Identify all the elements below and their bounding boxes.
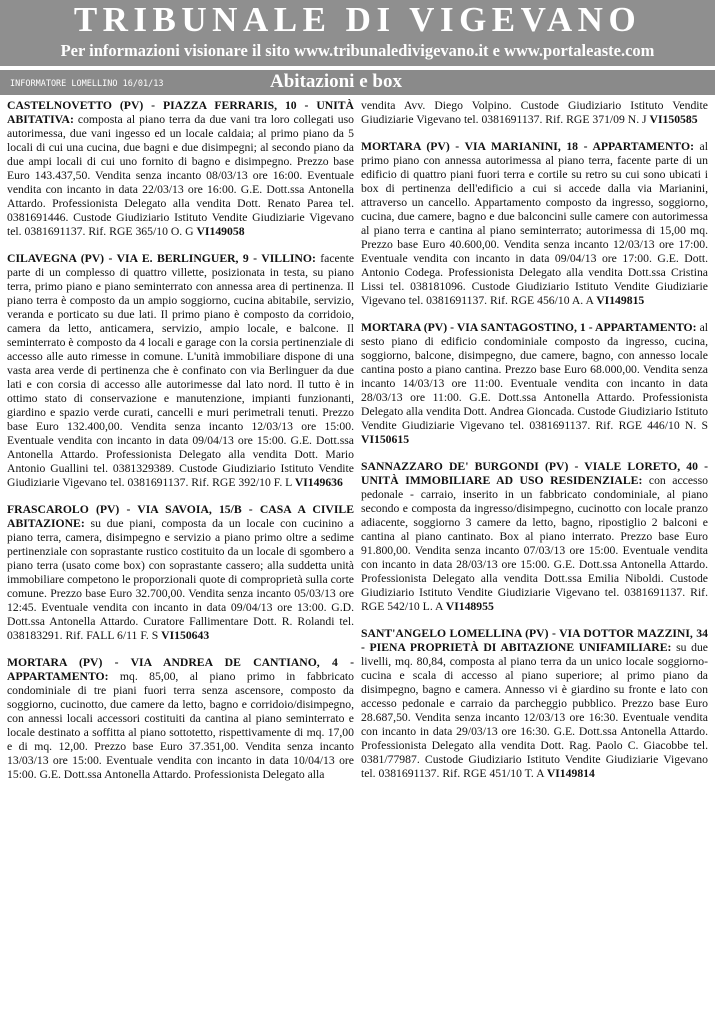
masthead	[0, 0, 715, 66]
listing-heading: SANT'ANGELO LOMELLINA (PV) - VIA DOTTOR MAZZINI, 34 - PIENA PROPRIETÀ DI ABITAZIONE UNIFAMILIARE:	[361, 627, 708, 654]
listing-heading: SANNAZZARO DE' BURGONDI (PV) - VIALE LORETO, 40 - UNITÀ IMMOBILIARE AD USO RESIDENZIALE:	[361, 460, 708, 487]
listing-body: vendita Avv. Diego Volpino. Custode Giudiziario Istituto Vendite Giudiziarie Vigevano tel. 0381691137. Rif. RGE 371/09 N. J	[361, 99, 708, 126]
page-title: TRIBUNALE DI VIGEVANO	[73, 0, 642, 39]
listing-mortara-de-cantiano	[7, 656, 354, 782]
listing-body: con accesso pedonale - carraio, inserito in un fabbricato condominiale, al piano secondo e composta da ingresso/disimpegno, cucinotto con locale pranzo adiacente, soggiorno 3 camere da letto, bagno, ripostiglio 2 balconi e cantina al piano cantinato. Box al piano interrato. Prezzo base Euro 91.800,00. Vendita senza incanto 07/03/13 ore 15:00. Eventuale vendita con incanto in data 28/03/13 ore 15:00. G.E. Dott.ssa Antonella Attardo. Professionista Delegato alla vendita Dott.ssa Emilia Niboldi. Custode Giudiziario Istituto Vendite Giudiziarie Vigevano tel. 0381691137. Rif. RGE 542/10 L. A	[361, 474, 708, 613]
listing-heading: MORTARA (PV) - VIA MARIANINI, 18 - APPARTAMENTO:	[361, 140, 694, 153]
right-column	[361, 99, 708, 1021]
listing-ref: VI150643	[161, 629, 210, 642]
listing-ref: VI149636	[294, 476, 343, 489]
listing-ref: VI149815	[596, 294, 645, 307]
listing-heading: MORTARA (PV) - VIA SANTAGOSTINO, 1 - APPARTAMENTO:	[361, 321, 697, 334]
left-column	[7, 99, 354, 1021]
listing-cilavegna	[7, 252, 354, 490]
listing-body: al sesto piano di edificio condominiale composto da ingresso, cucina, soggiorno, balcone, disimpegno, due camere, bagno, con annesso locale cantina posto a piano cantina. Prezzo base Euro 68.000,00. Vendita senza incanto 14/03/13 ore 11:00. Eventuale vendita con incanto in data 28/03/13 ore 11:00. G.E. Dott.ssa Antonella Attardo. Professionista Delegato alla vendita Dott. Andrea Gioncada. Custode Giudiziario Istituto Vendite Giudiziarie Vigevano tel. 0381691137. Rif. RGE 446/10 N. S	[361, 321, 708, 432]
listing-ref: VI150615	[361, 433, 410, 446]
listing-heading: CILAVEGNA (PV) - VIA E. BERLINGUER, 9 - VILLINO:	[7, 252, 316, 265]
listing-sannazzaro	[361, 460, 708, 614]
listing-heading: CASTELNOVETTO (PV) - PIAZZA FERRARIS, 10 - UNITÀ ABITATIVA:	[7, 99, 354, 126]
listing-santangelo	[361, 627, 708, 781]
listing-frascarolo	[7, 503, 354, 643]
listing-ref: VI150585	[649, 113, 698, 126]
listing-castelnovetto	[7, 99, 354, 239]
listing-heading: FRASCAROLO (PV) - VIA SAVOIA, 15/B - CASA A CIVILE ABITAZIONE:	[7, 503, 354, 530]
listing-body: composta al piano terra da due vani tra loro collegati uso autorimessa, due vani ingesso ed un locale caldaia; al primo piano da 5 locali di cui una cucina, due bagni e due disimpegni; al secondo piano da due ampi locali di cui uno fornito di bagno e disimpegno. Prezzo base Euro 143.437,50. Vendita senza incanto 08/03/13 ore 16:00. Eventuale vendita con incanto in data 22/03/13 ore 16:00. G.E. Dott.ssa Antonella Attardo. Professionista Delegato alla vendita Dott. Renato Parea tel. 0381691446. Custode Giudiziario Istituto Vendite Giudiziarie Vigevano tel. 0381691137. Rif. RGE 365/10 O. G	[7, 113, 354, 238]
listing-ref: VI148955	[445, 600, 494, 613]
listing-body: su due piani, composta da un locale con cucinino a piano terra, camera, disimpegno e servizio a piano primo oltre a sedime pertinenziale con soprastante rustico costituito da un locale di sgombero a piano terra (usato come box) con soprastante cassero; alla suddetta unità immobiliare competono le proporzionali quote di comproprietà sulla corte comune. Prezzo base Euro 32.700,00. Vendita senza incanto 05/03/13 ore 12:45. Eventuale vendita con incanto in data 09/04/13 ore 13:00. G.D. Dott.ssa Antonella Attardo. Curatore Fallimentare Dott. R. Rolandi tel. 038183291. Rif. FALL 6/11 F. S	[7, 517, 354, 642]
listing-ref: VI149814	[546, 767, 595, 780]
listing-body: al primo piano con annessa autorimessa al piano terra, facente parte di un edificio di quattro piani fuori terra e cortile su retro su cui sono ubicati i box di pertinenza dell'edificio a cui si accede dalla via Marianini, attraverso un cancello. Appartamento composto da ingresso, soggiorno, cucina, due camere, bagno e due balconcini sulle camere con autorimessa al piano terra e cantina al piano seminterrato; autorimessa di 15,00 mq. Prezzo base Euro 40.600,00. Vendita senza incanto 12/03/13 ore 17:00. Eventuale vendita con incanto in data 09/04/13 ore 17:00. G.E. Dott. Antonio Codega. Professionista Delegato alla vendita Dott.ssa Cristina Lissi tel. 038181096. Custode Giudiziario Istituto Vendite Giudiziarie Vigevano tel. 0381691137. Rif. RGE 456/10 A. A	[361, 140, 708, 307]
page-subtitle: Per informazioni visionare il sito www.tribunaledivigevano.it e www.portaleaste.com	[60, 41, 655, 60]
listing-body: facente parte di un complesso di quattro villette, posizionata in testa, su piano terra, primo piano e piano seminterrato con annessa area di pertinenza. Il piano terra è composto da un ampio soggiorno, cucina abitabile, servizio, veranda e porticato su due lati. Il primo piano è composto da corridoio, camera da letto, anticamera, servizio, ampio locale, e balcone. Il seminterrato è composto da 4 locali e garage con la corsia pertinenziale di accesso alle auto rimesse in comune. L'unità immobiliare dispone di una vasta area verde di pertinenza che è confinato con via Berlinguer da due lati e con corsia di accesso alle autorimesse dal lato nord. Il tutto è in ottimo stato di conservazione e manutenzione, impianti funzionanti, giardino e spazio verde curati, cancelli e muri perimetrali tenuti. Prezzo base Euro 132.400,00. Vendita senza incanto 12/03/13 ore 15:00. Eventuale vendita con incanto in data 09/04/13 ore 15:00. G.E. Dott.ssa Antonella Attardo. Professionista Delegato alla vendita Dott. Mario Antonio Guallini tel. 0381329389. Custode Giudiziario Istituto Vendite Giudiziarie Vigevano tel. 0381691137. Rif. RGE 392/10 F. L	[7, 252, 354, 489]
listing-mortara-marianini	[361, 140, 708, 308]
issue-info: INFORMATORE LOMELLINO 16/01/13	[10, 79, 164, 89]
listing-body: mq. 85,00, al piano primo in fabbricato condominiale di tre piani fuori terra senza ascensore, composto da soggiorno, cucinotto, due camere da letto, bagno e corridoio/disimpegno, con annessi locali accessori costituiti da cantina al piano seminterrato e locale destinato a soffitta al piano sottotetto, rispettivamente di mq. 17,00 e di mq. 12,00. Prezzo base Euro 37.351,00. Vendita senza incanto 13/03/13 ore 15:00. Eventuale vendita con incanto in data 10/04/13 ore 15:00. G.E. Dott.ssa Antonella Attardo. Professionista Delegato alla	[7, 670, 354, 781]
listing-ref: VI149058	[196, 225, 245, 238]
section-title: Abitazioni e box	[270, 71, 402, 92]
listing-body: su due livelli, mq. 80,84, composta al piano terra da un unico locale soggiorno-cucina e scala di accesso al piano superiore; al primo piano da disimpegno, bagno e camera. Annesso vi è giardino su fronte e lato con accesso pedonale e carraio da parcheggio pubblico. Prezzo base Euro 28.687,50. Vendita senza incanto 12/03/13 ore 16:30. Eventuale vendita con incanto in data 29/03/13 ore 16:30. G.E. Dott.ssa Antonella Attardo. Professionista Delegato alla vendita Dott. Rag. Paolo C. Giacobbe tel. 0381/77987. Custode Giudiziario Istituto Vendite Giudiziarie Vigevano tel. 0381691137. Rif. RGE 451/10 T. A	[361, 641, 708, 780]
listing-mortara-santagostino	[361, 321, 708, 447]
listing-continuation	[361, 99, 708, 127]
listing-heading: MORTARA (PV) - VIA ANDREA DE CANTIANO, 4 - APPARTAMENTO:	[7, 656, 354, 683]
